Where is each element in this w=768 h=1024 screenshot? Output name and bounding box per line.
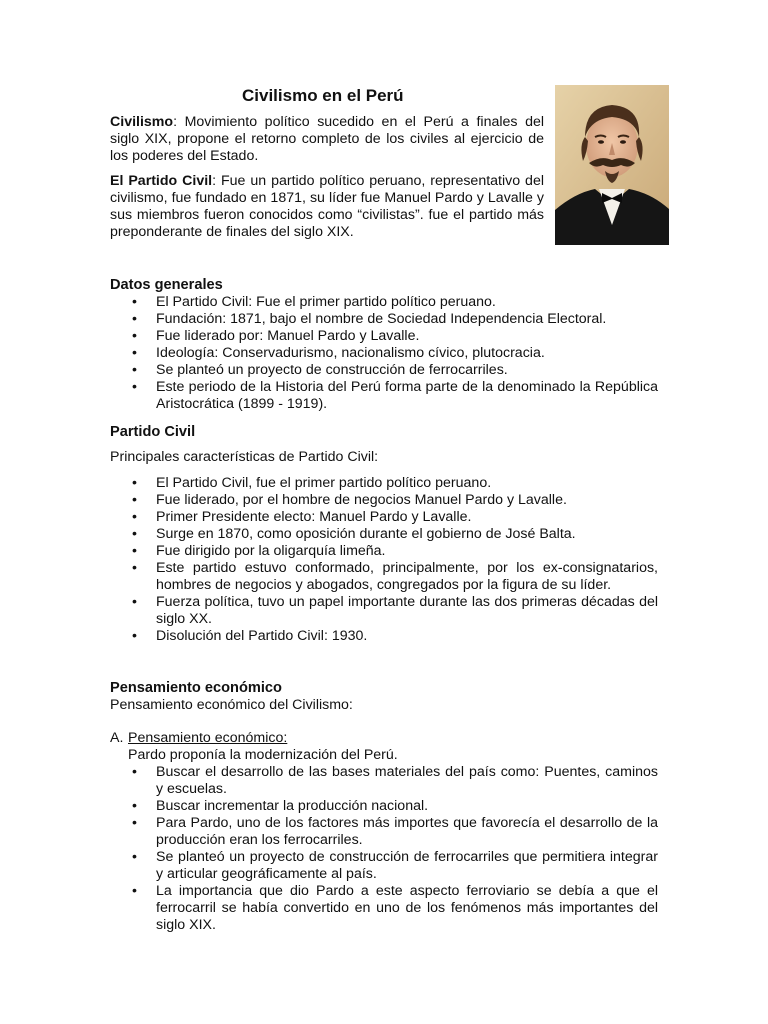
document-page: [110, 86, 658, 934]
list-item: • Fue liderado, por el hombre de negocios Manuel Pardo y Lavalle.: [110, 492, 658, 509]
partido-civil-heading: Partido Civil: [110, 424, 196, 440]
civilismo-definition: [110, 114, 544, 165]
list-item: • El Partido Civil: Fue el primer partido político peruano.: [110, 294, 658, 311]
section-a-title: Pensamiento económico:: [128, 730, 288, 746]
civilismo-text: : Movimiento político sucedido en el Perú a finales del siglo XIX, propone el retorno completo de los civiles al ejercicio de los poderes del Estado.: [110, 114, 544, 164]
list-item: • El Partido Civil, fue el primer partido político peruano.: [110, 475, 658, 492]
list-item: • Para Pardo, uno de los factores más importes que favorecía el desarrollo de la producción eran los ferrocarriles.: [110, 815, 658, 849]
list-item: • Fue dirigido por la oligarquía limeña.: [110, 543, 658, 560]
list-item: • Este partido estuvo conformado, principalmente, por los ex-consignatarios, hombres de negocios y abogados, congregados por la figura de su líder.: [110, 560, 658, 594]
list-item: • Primer Presidente electo: Manuel Pardo y Lavalle.: [110, 509, 658, 526]
list-item: • Se planteó un proyecto de construcción de ferrocarriles que permitiera integrar y articular geográficamente al país.: [110, 849, 658, 883]
list-item: • Ideología: Conservadurismo, nacionalismo cívico, plutocracia.: [110, 345, 658, 362]
section-a-subtext: Pardo proponía la modernización del Perú.: [128, 747, 398, 763]
pensamiento-economico-intro: Pensamiento económico del Civilismo:: [110, 697, 353, 713]
list-item: • La importancia que dio Pardo a este aspecto ferroviario se debía a que el ferrocarril se había convertido en uno de los fenómenos más importantes del siglo XIX.: [110, 883, 658, 934]
list-item: • Fue liderado por: Manuel Pardo y Lavalle.: [110, 328, 658, 345]
datos-generales-heading: Datos generales: [110, 277, 223, 293]
list-item: • Surge en 1870, como oposición durante el gobierno de José Balta.: [110, 526, 658, 543]
list-item: • Buscar incrementar la producción nacional.: [110, 798, 658, 815]
partido-civil-intro: Principales características de Partido Civil:: [110, 449, 379, 465]
list-item: • Disolución del Partido Civil: 1930.: [110, 628, 658, 645]
partido-civil-term: El Partido Civil: [110, 173, 213, 189]
partido-civil-text: : Fue un partido político peruano, representativo del civilismo, fue fundado en 1871, su líder fue Manuel Pardo y Lavalle y sus miembros fueron conocidos como “civilistas”. fue el partido más preponderante de finales del siglo XIX.: [110, 173, 544, 240]
pensamiento-economico-list: [110, 764, 658, 934]
datos-generales-list: [110, 294, 658, 413]
partido-civil-definition: [110, 173, 544, 241]
partido-civil-list: [110, 475, 658, 645]
list-item: • Fundación: 1871, bajo el nombre de Sociedad Independencia Electoral.: [110, 311, 658, 328]
section-a-letter: A.: [110, 730, 124, 746]
section-a-label: [110, 730, 658, 747]
list-item: • Se planteó un proyecto de construcción de ferrocarriles.: [110, 362, 658, 379]
pensamiento-economico-heading: Pensamiento económico: [110, 680, 282, 696]
page-title: Civilismo en el Perú: [242, 86, 404, 105]
list-item: • Este periodo de la Historia del Perú forma parte de la denominado la República Aristocrática (1899 - 1919).: [110, 379, 658, 413]
list-item: • Fuerza política, tuvo un papel importante durante las dos primeras décadas del siglo XX.: [110, 594, 658, 628]
list-item: • Buscar el desarrollo de las bases materiales del país como: Puentes, caminos y escuelas.: [110, 764, 658, 798]
intro-section: [110, 114, 544, 241]
civilismo-term: Civilismo: [110, 114, 174, 130]
datos-generales-section: [110, 276, 658, 413]
pensamiento-economico-section: [110, 679, 658, 934]
partido-civil-section: [110, 423, 658, 645]
